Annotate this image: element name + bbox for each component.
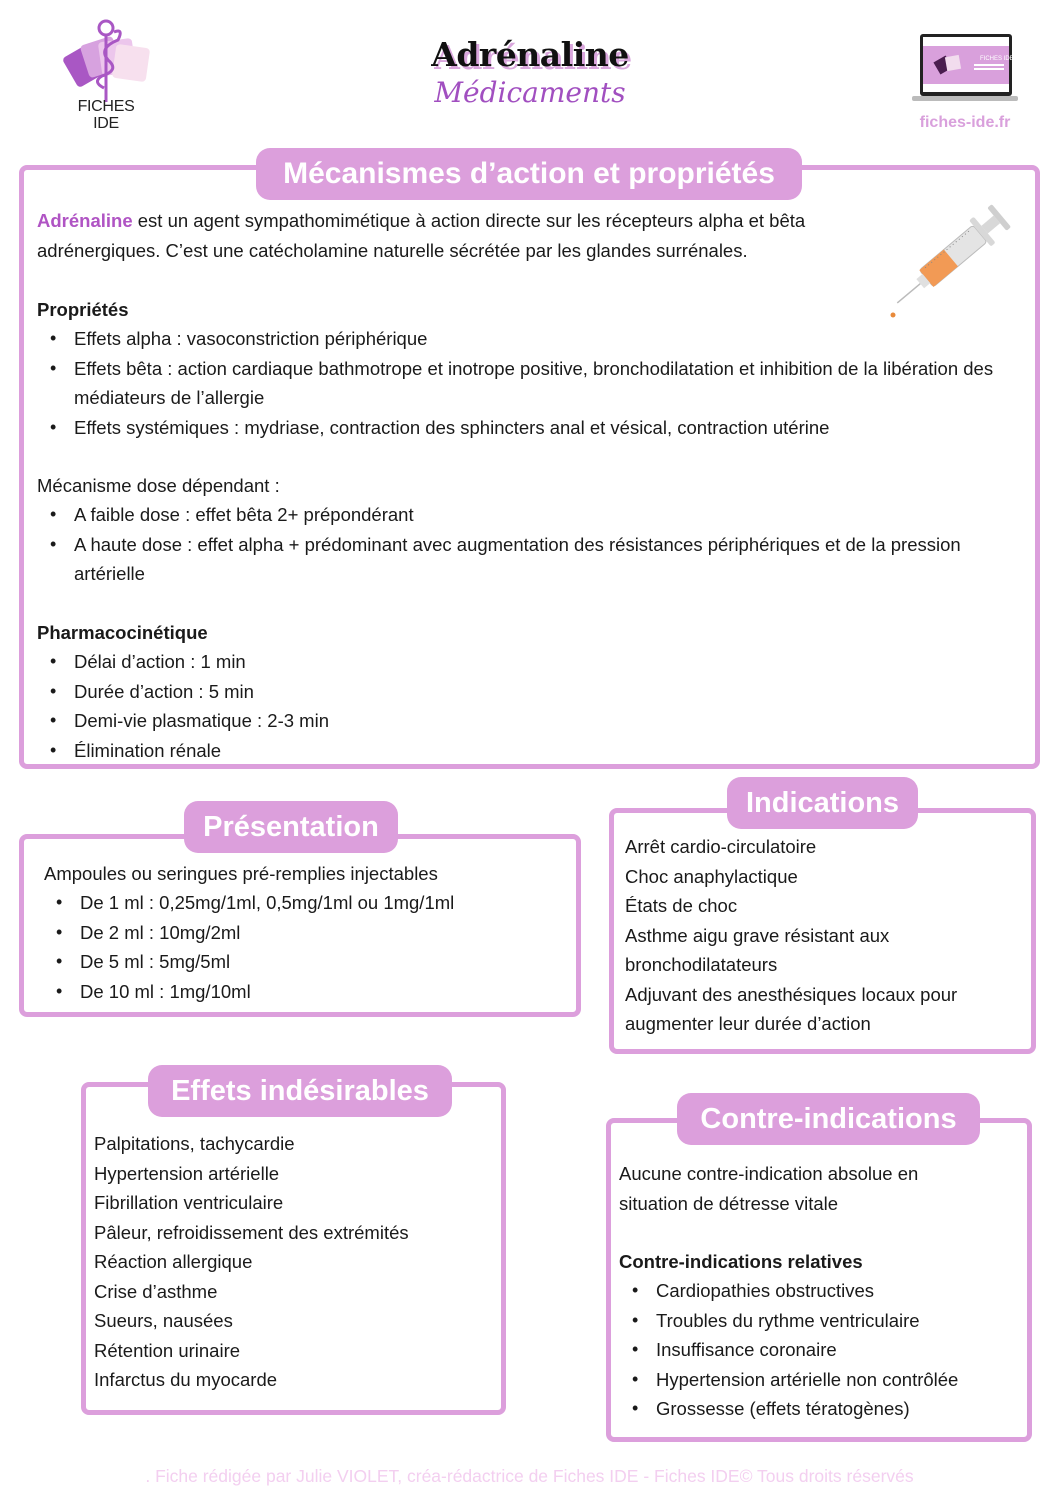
properties-title: Propriétés [37, 299, 129, 320]
pharmacokinetics-title: Pharmacocinétique [37, 622, 208, 643]
list-item: Pâleur, refroidissement des extrémités [94, 1221, 409, 1243]
caduceus-logo-icon [48, 18, 164, 102]
intro-line: Aucune contre-indication absolue en [619, 1163, 919, 1184]
list-item: Infarctus du myocarde [94, 1369, 278, 1390]
list-item: • Effets bêta : action cardiaque bathmotrope et inotrope positive, bronchodilatation et inhibition de la libération des médiateurs de l’allergie [37, 354, 1012, 413]
list-item: • Durée d’action : 5 min [37, 677, 737, 707]
properties-list [37, 324, 1012, 442]
page-subtitle: Médicaments [434, 76, 626, 109]
intro-line: situation de détresse vitale [619, 1192, 839, 1214]
list-item: • Demi-vie plasmatique : 2-3 min [37, 706, 737, 736]
website-link[interactable]: fiches-ide.fr [919, 114, 1011, 131]
contraindications-heading: Contre-indications [677, 1093, 980, 1145]
list-item: • De 10 ml : 1mg/10ml [43, 977, 563, 1007]
list-item: Asthme aigu grave résistant aux [625, 924, 890, 946]
relative-contraindications-title: Contre-indications relatives [619, 1251, 863, 1272]
presentation-list [43, 888, 563, 1006]
svg-text:FICHES IDE: FICHES IDE [980, 56, 1014, 62]
page-title: Adrénaline [431, 35, 629, 74]
list-item: Sueurs, nausées [94, 1310, 233, 1331]
logo-text-fiches: FICHES [77, 98, 135, 115]
list-item: • A haute dose : effet alpha + prédominant avec augmentation des résistances périphériques et de la pression artérielle [37, 530, 1012, 589]
list-item: Palpitations, tachycardie [94, 1133, 295, 1154]
list-item: • Insuffisance coronaire [619, 1335, 1019, 1365]
side-effects-list [94, 1129, 494, 1395]
presentation-heading: Présentation [184, 801, 398, 853]
pharmacokinetics-list [37, 647, 737, 765]
fiches-ide-logo [48, 18, 164, 136]
list-item: • Hypertension artérielle non contrôlée [619, 1365, 1019, 1395]
list-item: Réaction allergique [94, 1251, 253, 1272]
list-item: • Cardiopathies obstructives [619, 1276, 1019, 1306]
indications-list [625, 832, 1025, 1039]
mechanisms-heading: Mécanismes d’action et propriétés [256, 148, 802, 200]
list-item: Choc anaphylactique [625, 865, 798, 887]
list-item: • Effets systémiques : mydriase, contraction des sphincters anal et vésical, contraction utérine [37, 413, 1012, 443]
dose-list [37, 500, 1012, 589]
list-item: augmenter leur durée d’action [625, 1013, 871, 1034]
list-item: Arrêt cardio-circulatoire [625, 836, 817, 857]
footer-copyright: . Fiche rédigée par Julie VIOLET, créa-rédactrice de Fiches IDE - Fiches IDE© Tous droits réservés [145, 1466, 914, 1486]
list-item: • Effets alpha : vasoconstriction périphérique [37, 324, 1012, 354]
intro-text: est un agent sympathomimétique à action directe sur les récepteurs alpha et bêta adrénergiques. C’est une catécholamine naturelle sécrétée par les glandes surrénales. [37, 210, 806, 261]
list-item: États de choc [625, 895, 738, 916]
list-item: Hypertension artérielle [94, 1162, 280, 1184]
list-item: • Élimination rénale [37, 736, 737, 766]
list-item: Adjuvant des anesthésiques locaux pour [625, 983, 958, 1005]
logo-text-ide: IDE [93, 115, 119, 132]
contraindications-intro [619, 1159, 1019, 1218]
list-item: Rétention urinaire [94, 1339, 241, 1361]
list-item: Crise d’asthme [94, 1280, 218, 1302]
mechanisms-intro [37, 206, 917, 265]
list-item: • Troubles du rythme ventriculaire [619, 1306, 1019, 1336]
relative-contraindications-list [619, 1276, 1019, 1424]
presentation-intro: Ampoules ou seringues pré-remplies injectables [44, 863, 438, 884]
dose-title: Mécanisme dose dépendant : [37, 475, 280, 496]
drug-name-highlight: Adrénaline [37, 210, 133, 231]
side-effects-heading: Effets indésirables [148, 1065, 452, 1117]
list-item: • Délai d’action : 1 min [37, 647, 737, 677]
list-item: • De 1 ml : 0,25mg/1ml, 0,5mg/1ml ou 1mg/1ml [43, 888, 563, 918]
list-item: • De 5 ml : 5mg/5ml [43, 947, 563, 977]
indications-heading: Indications [727, 777, 918, 829]
list-item: • De 2 ml : 10mg/2ml [43, 918, 563, 948]
laptop-website-icon [910, 32, 1020, 104]
list-item: bronchodilatateurs [625, 954, 778, 975]
list-item: • A faible dose : effet bêta 2+ prépondérant [37, 500, 1012, 530]
list-item: Fibrillation ventriculaire [94, 1192, 284, 1213]
list-item: • Grossesse (effets tératogènes) [619, 1394, 1019, 1424]
